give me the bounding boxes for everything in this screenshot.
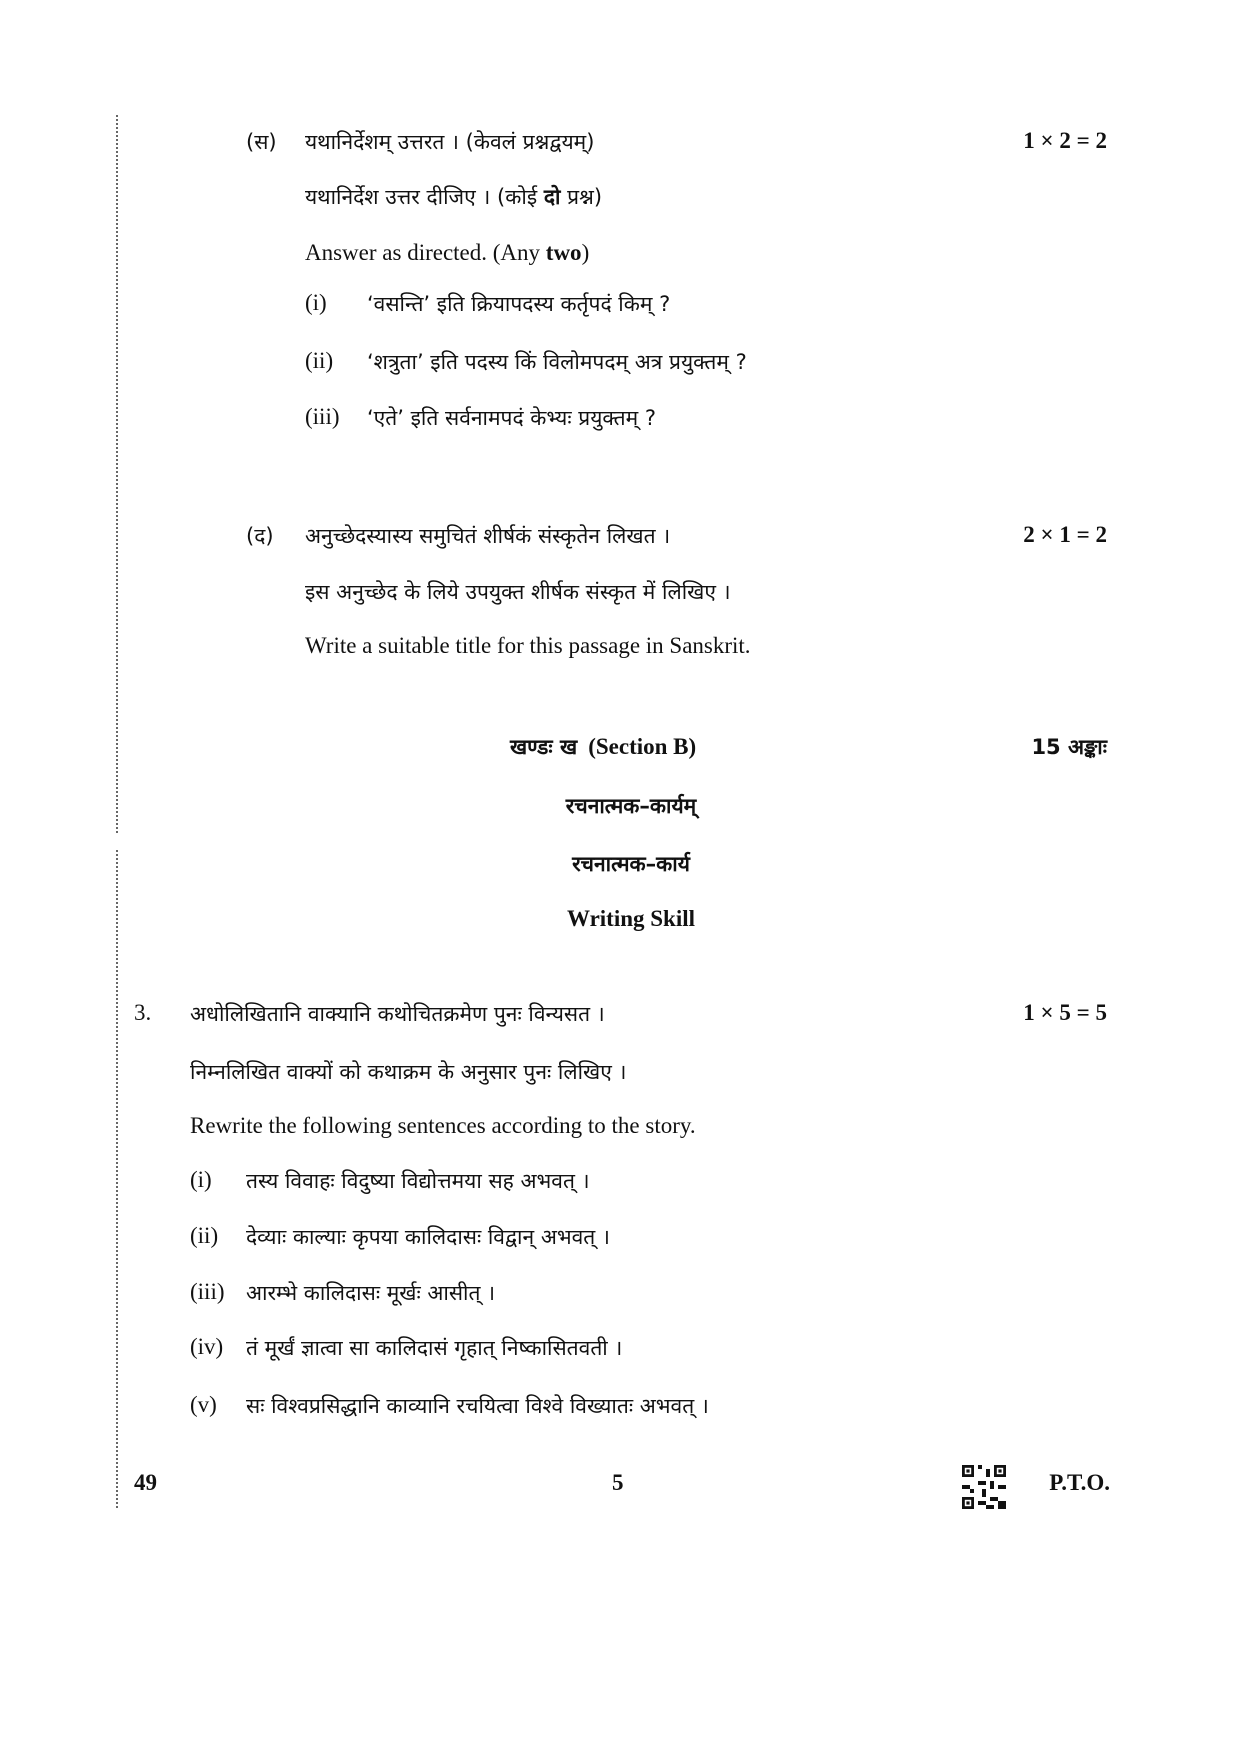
q3-item-text: देव्याः काल्याः कृपया कालिदासः विद्वान् अभवत् । [246,1225,610,1249]
q-sa-marks: 1 × 2 = 2 [1023,128,1107,153]
q3-item-num: (v) [190,1392,217,1417]
q3-english: Rewrite the following sentences according to the story. [190,1113,696,1138]
qr-code-icon [962,1465,1006,1509]
q3-item-num: (ii) [190,1223,219,1248]
q3-item-text: सः विश्वप्रसिद्धानि काव्यानि रचयित्वा विश्वे विख्यातः अभवत् । [246,1394,709,1418]
section-b-marks: 15 अङ्काः [1031,735,1107,759]
q-sa-english-a: Answer as directed. (Any [305,240,541,265]
q-sa-label: (स) [246,130,277,154]
q3-hindi: निम्नलिखित वाक्यों को कथाक्रम के अनुसार पुनः लिखिए । [190,1060,627,1084]
q3-item-text: तं मूर्खं ज्ञात्वा सा कालिदासं गृहात् निष्कासितवती । [246,1336,623,1360]
q3-item-num: (i) [190,1167,212,1192]
section-b-sub3: Writing Skill [566,906,696,931]
q-sa-hindi-b: प्रश्न) [567,185,603,209]
q-sa-hindi-bold: दो [543,185,561,209]
q3-item-text: तस्य विवाहः विदुष्या विद्योत्तमया सह अभवत् । [246,1169,590,1193]
q3-marks: 1 × 5 = 5 [1023,1000,1107,1025]
q-sa-item-num: (i) [305,290,327,315]
q3-number: 3. [134,1000,152,1025]
q-sa-item-text: ‘एते’ इति सर्वनामपदं केभ्यः प्रयुक्तम् ? [367,406,656,430]
section-b-heading-dev: खण्डः ख [510,735,578,759]
q-sa-item-num: (ii) [305,348,334,373]
margin-strip-top [116,115,118,835]
q-sa-item-num: (iii) [305,404,340,429]
q-sa-hindi [305,183,602,211]
q-sa-english-bold: two [545,240,582,265]
section-b-sub1: रचनात्मक–कार्यम् [565,794,697,818]
q-sa-english-b: ) [581,240,590,265]
q-da-english: Write a suitable title for this passage in Sanskrit. [305,633,751,658]
q-sa-sanskrit: यथानिर्देशम् उत्तरत । (केवलं प्रश्नद्वयम्) [305,130,595,154]
margin-strip-bottom [116,850,118,1510]
q-sa-english [305,240,589,266]
q3-item-text: आरम्भे कालिदासः मूर्खः आसीत् । [246,1281,496,1305]
q-da-hindi: इस अनुच्छेद के लिये उपयुक्त शीर्षक संस्कृत में लिखिए । [305,580,731,604]
q-da-sanskrit: अनुच्छेदस्यास्य समुचितं शीर्षकं संस्कृतेन लिखत । [305,524,671,548]
q-da-marks: 2 × 1 = 2 [1023,522,1107,547]
q3-item-num: (iii) [190,1279,225,1304]
section-b-heading [510,733,696,761]
q-sa-item-text: ‘शत्रुता’ इति पदस्य किं विलोमपदम् अत्र प्रयुक्तम् ? [367,350,747,374]
footer-page-number: 5 [612,1470,624,1495]
q-da-label: (द) [246,524,274,548]
footer-code: 49 [134,1470,157,1495]
q3-sanskrit: अधोलिखितानि वाक्यानि कथोचितक्रमेण पुनः विन्यसत । [190,1002,605,1026]
q-sa-hindi-a: यथानिर्देश उत्तर दीजिए । (कोई [305,185,538,209]
q-sa-item-text: ‘वसन्ति’ इति क्रियापदस्य कर्तृपदं किम् ? [367,292,671,316]
footer-pto: P.T.O. [1049,1470,1110,1495]
section-b-heading-en: (Section B) [588,734,697,759]
section-b-sub2: रचनात्मक–कार्य [572,852,690,876]
q3-item-num: (iv) [190,1334,224,1359]
